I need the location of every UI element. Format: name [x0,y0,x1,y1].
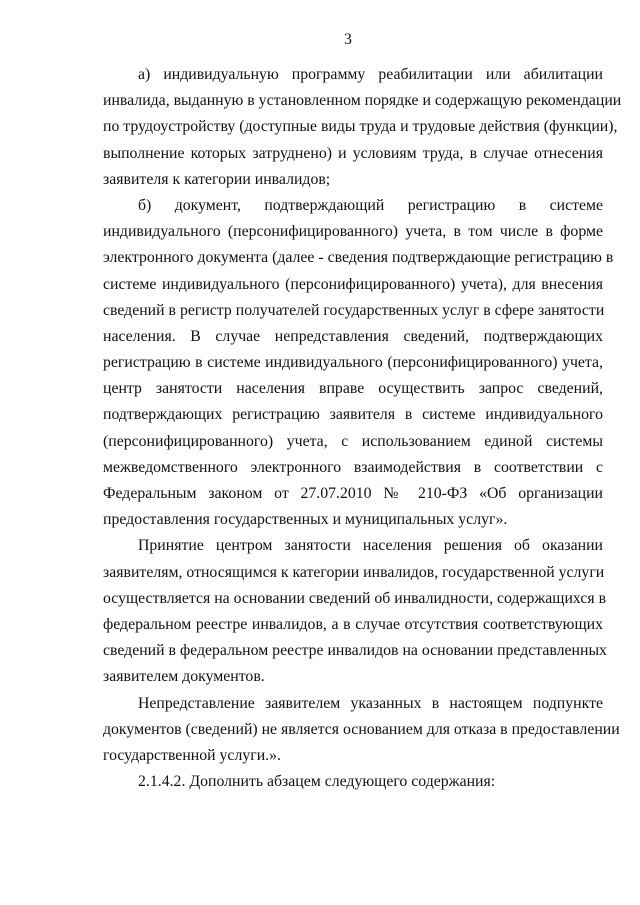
text-line: инвалида, выданную в установленном порядке и содержащую рекомендации [103,92,622,110]
text-line: 2.1.4.2. Дополнить абзацем следующего содержания: [138,773,496,791]
text-line: по трудоустройству (доступные виды труда и трудовые действия (функции), [103,118,618,136]
text-line: подтверждающих регистрацию заявителя в системе индивидуального [103,406,603,424]
text-line: регистрацию в системе индивидуального (персонифицированного) учета, [103,354,603,372]
text-line: центр занятости населения вправе осуществить запрос сведений, [103,380,603,398]
text-line: заявителем документов. [103,668,265,686]
text-line: государственной услуги.». [103,746,281,764]
text-line: а) индивидуальную программу реабилитации или абилитации [138,66,603,83]
text-line: Принятие центром занятости населения решения об оказании [138,537,603,555]
text-line: заявителя к категории инвалидов; [103,170,331,188]
text-line: заявителям, относящимся к категории инвалидов, государственной услуги [103,563,605,581]
text-line: межведомственного электронного взаимодействия в соответствии с [103,458,603,476]
paragraph [103,62,622,193]
paragraph [103,691,620,770]
text-line: федеральном реестре инвалидов, а в случае отсутствия соответствующих [103,615,603,633]
text-line: сведений в федеральном реестре инвалидов на основании представленных [103,642,607,660]
text-line: системе индивидуального (персонифицированного) учета), для внесения [103,275,603,293]
text-line: выполнение которых затруднено) и условиям труда, в случае отнесения [103,144,603,162]
text-line: осуществляется на основании сведений об инвалидности, содержащихся в [103,589,607,607]
page-number: 3 [344,31,352,48]
paragraph [103,193,614,533]
text-line: Непредставление заявителем указанных в настоящем подпункте [138,694,603,712]
text-line: предоставления государственных и муниципальных услуг». [103,511,508,529]
paragraph [103,769,603,795]
text-line: Федеральным законом от 27.07.2010 № 210-ФЗ «Об организации [103,485,603,502]
text-line: индивидуального (персонифицированного) учета, в том числе в форме [103,223,603,241]
text-line: населения. В случае непредставления сведений, подтверждающих [103,327,603,345]
paragraph [103,533,607,690]
text-line: электронного документа (далее - сведения подтверждающие регистрацию в [103,249,614,267]
text-line: б) документ, подтверждающий регистрацию в системе [138,196,603,214]
text-line: (персонифицированного) учета, с использованием единой системы [103,432,603,450]
text-line: сведений в регистр получателей государственных услуг в сфере занятости [103,301,605,319]
text-line: документов (сведений) не является основанием для отказа в предоставлении [103,720,620,738]
document-body [103,62,622,795]
